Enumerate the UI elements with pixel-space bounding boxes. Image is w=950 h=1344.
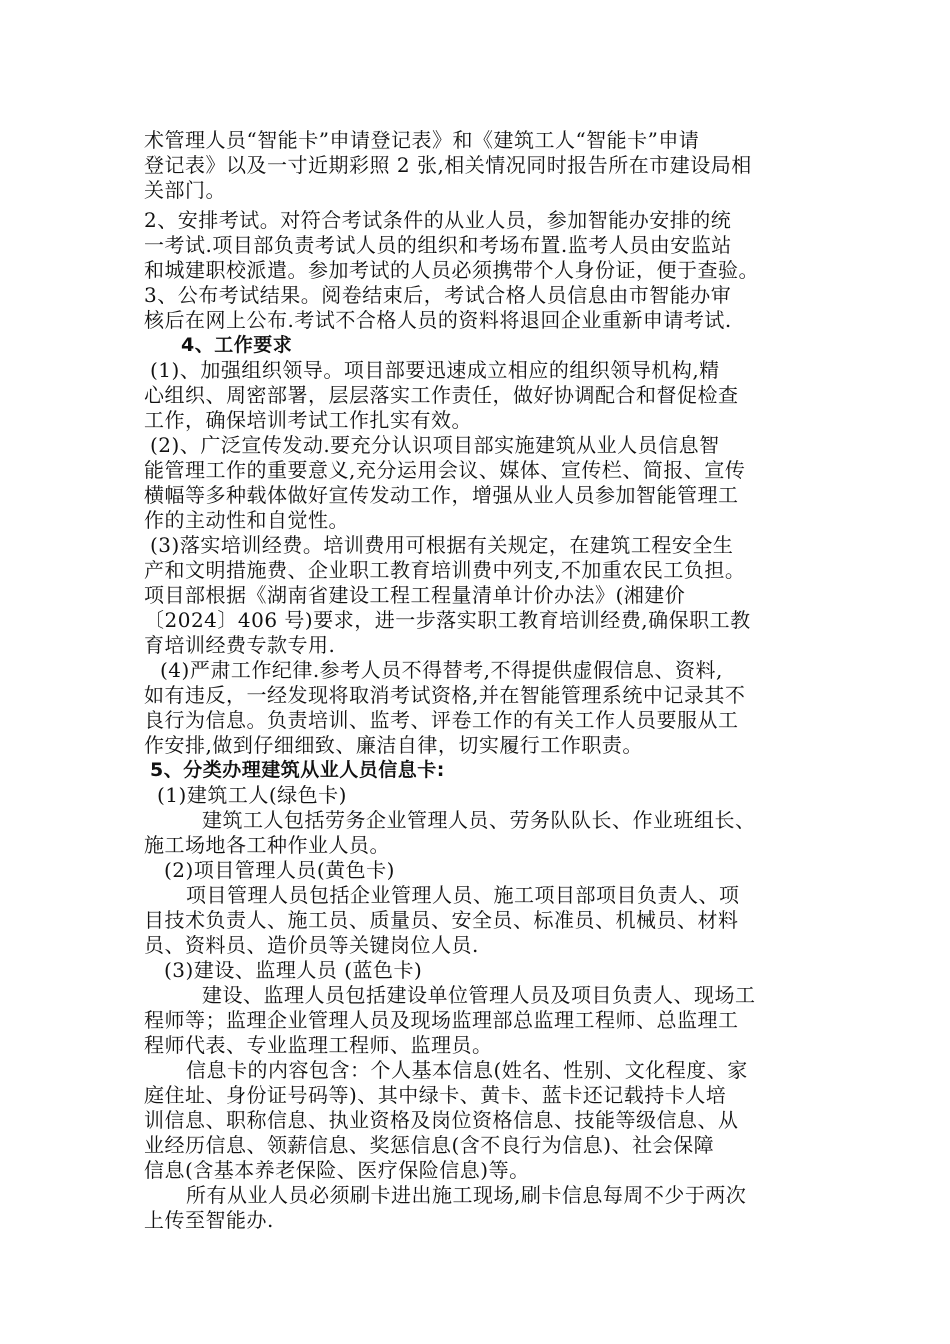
section-heading: 4、工作要求 [181,334,293,356]
text-line: (1)、加强组织领导。项目部要迅速成立相应的组织领导机构,精 [150,358,720,382]
text-line: (3)建设、监理人员 (蓝色卡) [164,958,423,982]
text-line: 员、资料员、造价员等关键岗位人员. [144,933,479,957]
text-line: 庭住址、身份证号码等)、其中绿卡、黄卡、蓝卡还记载持卡人培 [144,1083,727,1107]
text-line: 程师等；监理企业管理人员及现场监理部总监理工程师、总监理工 [144,1008,739,1032]
text-line: 术管理人员“智能卡”申请登记表》和《建筑工人“智能卡”申请 [144,128,700,152]
text-line: (2)、广泛宣传发动.要充分认识项目部实施建筑从业人员信息智 [150,433,720,457]
section-heading: 5、分类办理建筑从业人员信息卡: [150,759,445,781]
text-line: 目技术负责人、施工员、质量员、安全员、标准员、机械员、材料 [144,908,739,932]
text-line: 如有违反，一经发现将取消考试资格,并在智能管理系统中记录其不 [144,683,746,707]
text-line: 作安排,做到仔细细致、廉洁自律，切实履行工作职责。 [144,733,643,757]
text-line: 登记表》以及一寸近期彩照 2 张,相关情况同时报告所在市建设局相 [144,153,752,177]
text-line: 核后在网上公布.考试不合格人员的资料将退回企业重新申请考试. [144,308,732,332]
text-line: 建筑工人包括劳务企业管理人员、劳务队队长、作业班组长、 [202,808,756,832]
text-line: 训信息、职称信息、执业资格及岗位资格信息、技能等级信息、从 [144,1108,739,1132]
text-line: 上传至智能办. [144,1208,274,1232]
text-line: (4)严肃工作纪律.参考人员不得替考,不得提供虚假信息、资料, [160,658,723,682]
text-line: 信息卡的内容包含：个人基本信息(姓名、性别、文化程度、家 [186,1058,748,1082]
text-line: 作的主动性和自觉性。 [144,508,349,532]
text-line: 关部门。 [144,178,226,202]
text-line: (3)落实培训经费。培训费用可根据有关规定，在建筑工程安全生 [150,533,734,557]
text-line: 一考试.项目部负责考试人员的组织和考场布置.监考人员由安监站 [144,233,732,257]
text-line: 横幅等多种载体做好宣传发动工作，增强从业人员参加智能管理工 [144,483,739,507]
text-line: 和城建职校派遣。参加考试的人员必须携带个人身份证，便于查验。 [144,258,759,282]
text-line: 产和文明措施费、企业职工教育培训费中列支,不加重农民工负担。 [144,558,746,582]
text-line: 心组织、周密部署，层层落实工作责任，做好协调配合和督促检查 [144,383,739,407]
text-line: 〔2024〕406 号)要求，进一步落实职工教育培训经费,确保职工教 [144,608,751,632]
text-line: 信息(含基本养老保险、医疗保险信息)等。 [144,1158,530,1182]
text-line: 业经历信息、领薪信息、奖惩信息(含不良行为信息)、社会保障 [144,1133,715,1157]
text-line: 程师代表、专业监理工程师、监理员。 [144,1033,493,1057]
text-line: 良行为信息。负责培训、监考、评卷工作的有关工作人员要服从工 [144,708,739,732]
text-line: 项目管理人员包括企业管理人员、施工项目部项目负责人、项 [186,883,740,907]
text-line: 能管理工作的重要意义,充分运用会议、媒体、宣传栏、简报、宣传 [144,458,746,482]
text-line: (2)项目管理人员(黄色卡) [164,858,395,882]
text-line: 2、安排考试。对符合考试条件的从业人员，参加智能办安排的统 [144,208,732,232]
text-line: 建设、监理人员包括建设单位管理人员及项目负责人、现场工 [202,983,756,1007]
text-line: 3、公布考试结果。阅卷结束后，考试合格人员信息由市智能办审 [144,283,732,307]
text-line: 工作，确保培训考试工作扎实有效。 [144,408,472,432]
text-line: 施工场地各工种作业人员。 [144,833,390,857]
text-line: 所有从业人员必须刷卡进出施工现场,刷卡信息每周不少于两次 [186,1183,747,1207]
text-line: (1)建筑工人(绿色卡) [157,783,347,807]
text-line: 项目部根据《湖南省建设工程工程量清单计价办法》(湘建价 [144,583,686,607]
text-line: 育培训经费专款专用. [144,633,336,657]
